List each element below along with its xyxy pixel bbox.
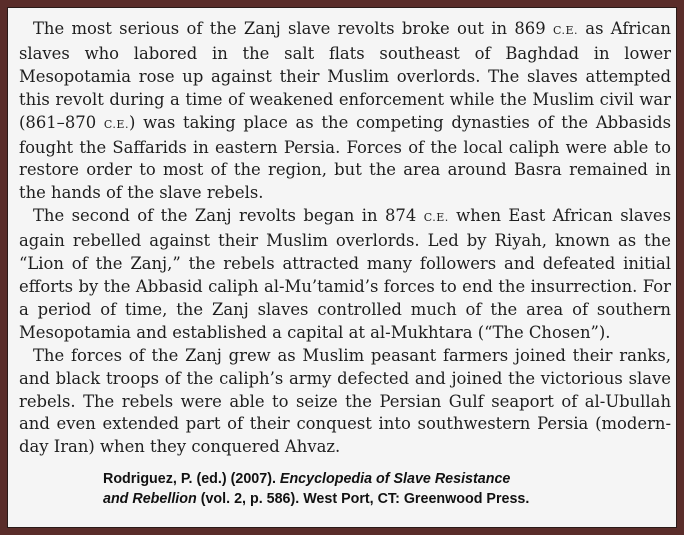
paragraph-1-part-a: The most serious of the Zanj slave revolts broke out in 869 (33, 19, 553, 38)
era-abbrev: C.E. (423, 211, 449, 225)
citation-line-2 (103, 489, 663, 509)
paragraph-2-part-c: when East African slaves again rebelled against their Muslim overlords. Led by Riyah, known as the “Lion of the Zanj,” the rebels attracted many followers and defeated initial efforts by the Abbasid caliph al-Mu’tamid’s forces to end the insurrection. For a period of time, the Zanj slaves controlled much of the area of southern Mesopotamia and established a capital at al-Mukhtara (“The Chosen”). (19, 206, 671, 342)
paragraph-1 (19, 18, 671, 205)
citation (103, 469, 663, 509)
citation-title: Encyclopedia of Slave Resistance (279, 471, 511, 487)
citation-line-1 (103, 469, 663, 489)
citation-publisher: (vol. 2, p. 586). West Port, CT: Greenwood Press. (196, 491, 530, 507)
excerpt-card (7, 7, 677, 528)
paragraph-1-part-e: ) was taking place as the competing dynasties of the Abbasids fought the Saffarids in eastern Persia. Forces of the local caliph were able to restore order to most of the region, but the area around Basra remained in the hands of the slave rebels. (19, 112, 671, 203)
paragraph-1-part-c: as African slaves who labored in the salt flats southeast of Baghdad in lower Mesopotamia rose up against their Muslim overlords. The slaves attempted this revolt during a time of weakened enforcement while the Muslim civil war (861–870 (19, 19, 671, 132)
excerpt-text (19, 18, 671, 459)
paragraph-3: The forces of the Zanj grew as Muslim peasant farmers joined their ranks, and black troops of the caliph’s army defected and joined the victorious slave rebels. The rebels were able to seize the Persian Gulf seaport of al-Ubullah and even extended part of their conquest into southwestern Persia (modern-day Iran) when they conquered Ahvaz. (19, 345, 671, 457)
era-abbrev: C.E. (103, 117, 129, 131)
paragraph-2-part-a: The second of the Zanj revolts began in 874 (33, 206, 424, 226)
citation-title-cont: and Rebellion (103, 491, 197, 507)
citation-author: Rodriguez, P. (ed.) (2007). (103, 471, 280, 487)
paragraph-2 (19, 205, 671, 344)
era-abbrev: C.E. (552, 24, 579, 37)
